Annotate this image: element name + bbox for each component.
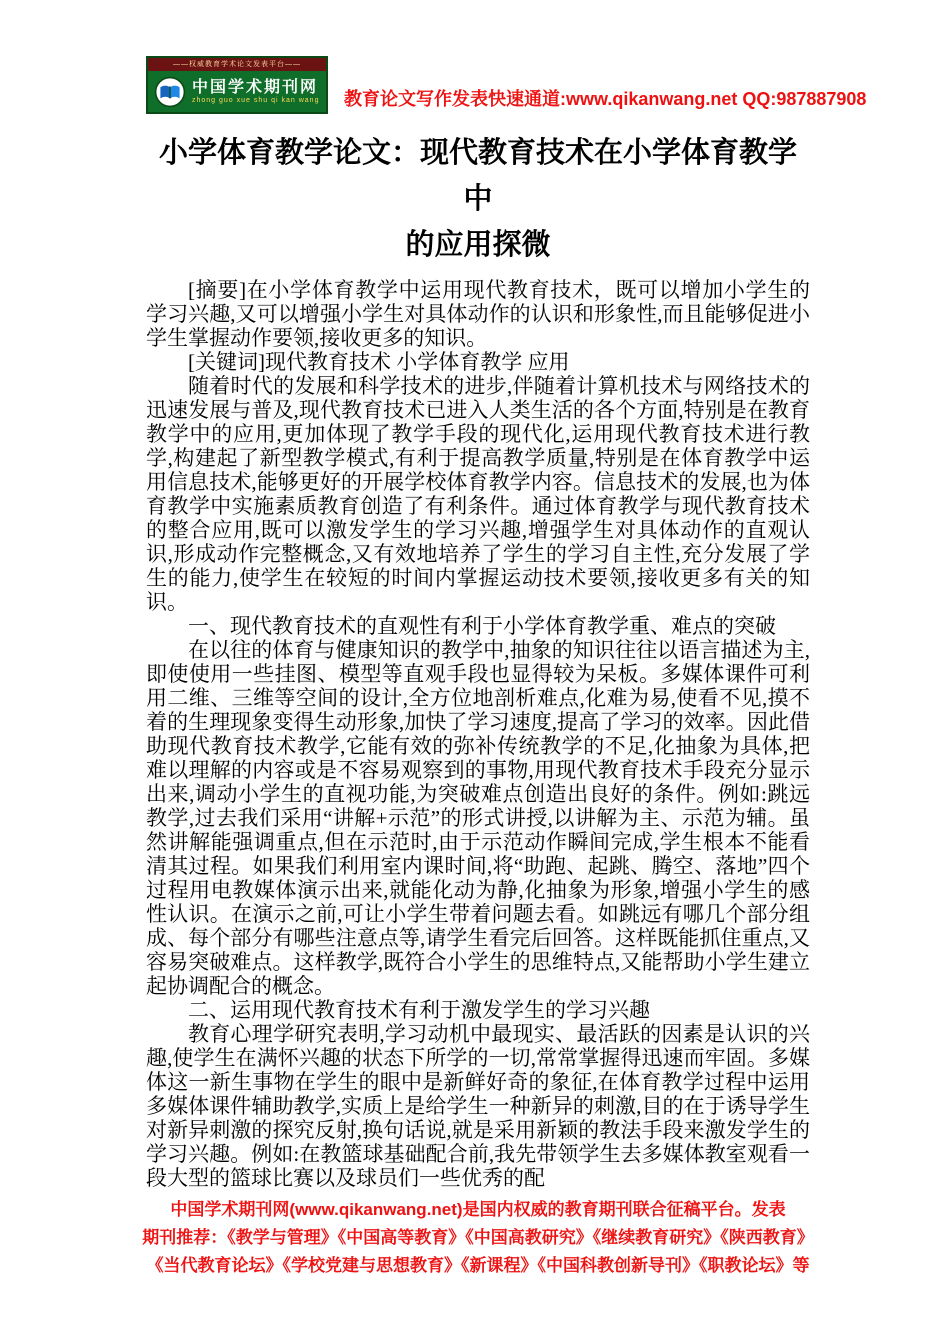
paragraph-keywords: [关键词]现代教育技术 小学体育教学 应用 [188, 350, 570, 374]
footer-line-1: 中国学术期刊网(www.qikanwang.net)是国内权威的教育期刊联合征稿平台。发表 [170, 1200, 786, 1219]
book-icon [154, 76, 186, 108]
site-header [146, 56, 867, 114]
logo-pinyin: zhong guo xue shu qi kan wang [192, 97, 320, 105]
logo-main [148, 71, 326, 112]
footer-promo [106, 1196, 850, 1280]
footer-line-3: 《当代教育论坛》《学校党建与思想教育》《新课程》《中国科教创新导刊》《职教论坛》等 [146, 1256, 810, 1275]
paragraph-abstract: [摘要]在小学体育教学中运用现代教育技术，既可以增加小学生的学习兴趣,又可以增强小学生对具体动作的认识和形象性,而且能够促进小学生掌握动作要领,接收更多的知识。 [146, 278, 810, 350]
logo-site-name: 中国学术期刊网 [192, 78, 319, 96]
header-promo-text: 教育论文写作发表快速通道:www.qikanwang.net QQ:987887908 [344, 89, 867, 109]
section-heading-2: 二、运用现代教育技术有利于激发学生的学习兴趣 [188, 998, 650, 1022]
site-logo[interactable] [146, 56, 328, 114]
article-body [146, 278, 810, 1190]
section-heading-1: 一、现代教育技术的直观性有利于小学体育教学重、难点的突破 [188, 614, 776, 638]
footer-line-2: 期刊推荐：《教学与管理》《中国高等教育》《中国高教研究》《继续教育研究》《陕西教育》 [142, 1228, 814, 1247]
article-title [146, 130, 810, 268]
logo-text-block [192, 79, 319, 104]
paragraph-section-1: 在以往的体育与健康知识的教学中,抽象的知识往往以语言描述为主,即使使用一些挂图、模型等直观手段也显得较为呆板。多媒体课件可利用二维、三维等空间的设计,全方位地剖析难点,化难为易,使看不见,摸不着的生理现象变得生动形象,加快了学习速度,提高了学习的效率。因此借助现代教育技术教学,它能有效的弥补传统教学的不足,化抽象为具体,把难以理解的内容或是不容易观察到的事物,用现代教育技术手段充分显示出来,调动小学生的直视功能,为突破难点创造出良好的条件。例如:跳远教学,过去我们采用“讲解+示范”的形式讲授,以讲解为主、示范为辅。虽然讲解能强调重点,但在示范时,由于示范动作瞬间完成,学生根本不能看清其过程。如果我们利用室内课时间,将“助跑、起跳、腾空、落地”四个过程用电教媒体演示出来,就能化动为静,化抽象为形象,增强小学生的感性认识。在演示之前,可让小学生带着问题去看。如跳远有哪几个部分组成、每个部分有哪些注意点等,请学生看完后回答。这样既能抓住重点,又容易突破难点。这样教学,既符合小学生的思维特点,又能帮助小学生建立起协调配合的概念。 [146, 638, 810, 998]
paragraph-intro: 随着时代的发展和科学技术的进步,伴随着计算机技术与网络技术的迅速发展与普及,现代教育技术已进入人类生活的各个方面,特别是在教育教学中的应用,更加体现了教学手段的现代化,运用现代教育技术进行教学,构建起了新型教学模式,有利于提高教学质量,特别是在体育教学中运用信息技术,能够更好的开展学校体育教学内容。信息技术的发展,也为体育教学中实施素质教育创造了有利条件。通过体育教学与现代教育技术的整合应用,既可以激发学生的学习兴趣,增强学生对具体动作的直观认识,形成动作完整概念,又有效地培养了学生的学习自主性,充分发展了学生的能力,使学生在较短的时间内掌握运动技术要领,接收更多有关的知识。 [146, 374, 810, 614]
logo-banner-text: ——权威教育学术论文发表平台—— [148, 58, 326, 71]
article-title-line2: 的应用探微 [405, 229, 551, 261]
article-title-line1: 小学体育教学论文：现代教育技术在小学体育教学中 [158, 137, 797, 215]
paragraph-section-2: 教育心理学研究表明,学习动机中最现实、最活跃的因素是认识的兴趣,使学生在满怀兴趣的状态下所学的一切,常常掌握得迅速而牢固。多媒体这一新生事物在学生的眼中是新鲜好奇的象征,在体育教学过程中运用多媒体课件辅助教学,实质上是给学生一种新异的刺激,目的在于诱导学生对新异刺激的探究反射,换句话说,就是采用新颖的教法手段来激发学生的学习兴趣。例如:在教篮球基础配合前,我先带领学生去多媒体教室观看一段大型的篮球比赛以及球员们一些优秀的配 [146, 1022, 810, 1190]
